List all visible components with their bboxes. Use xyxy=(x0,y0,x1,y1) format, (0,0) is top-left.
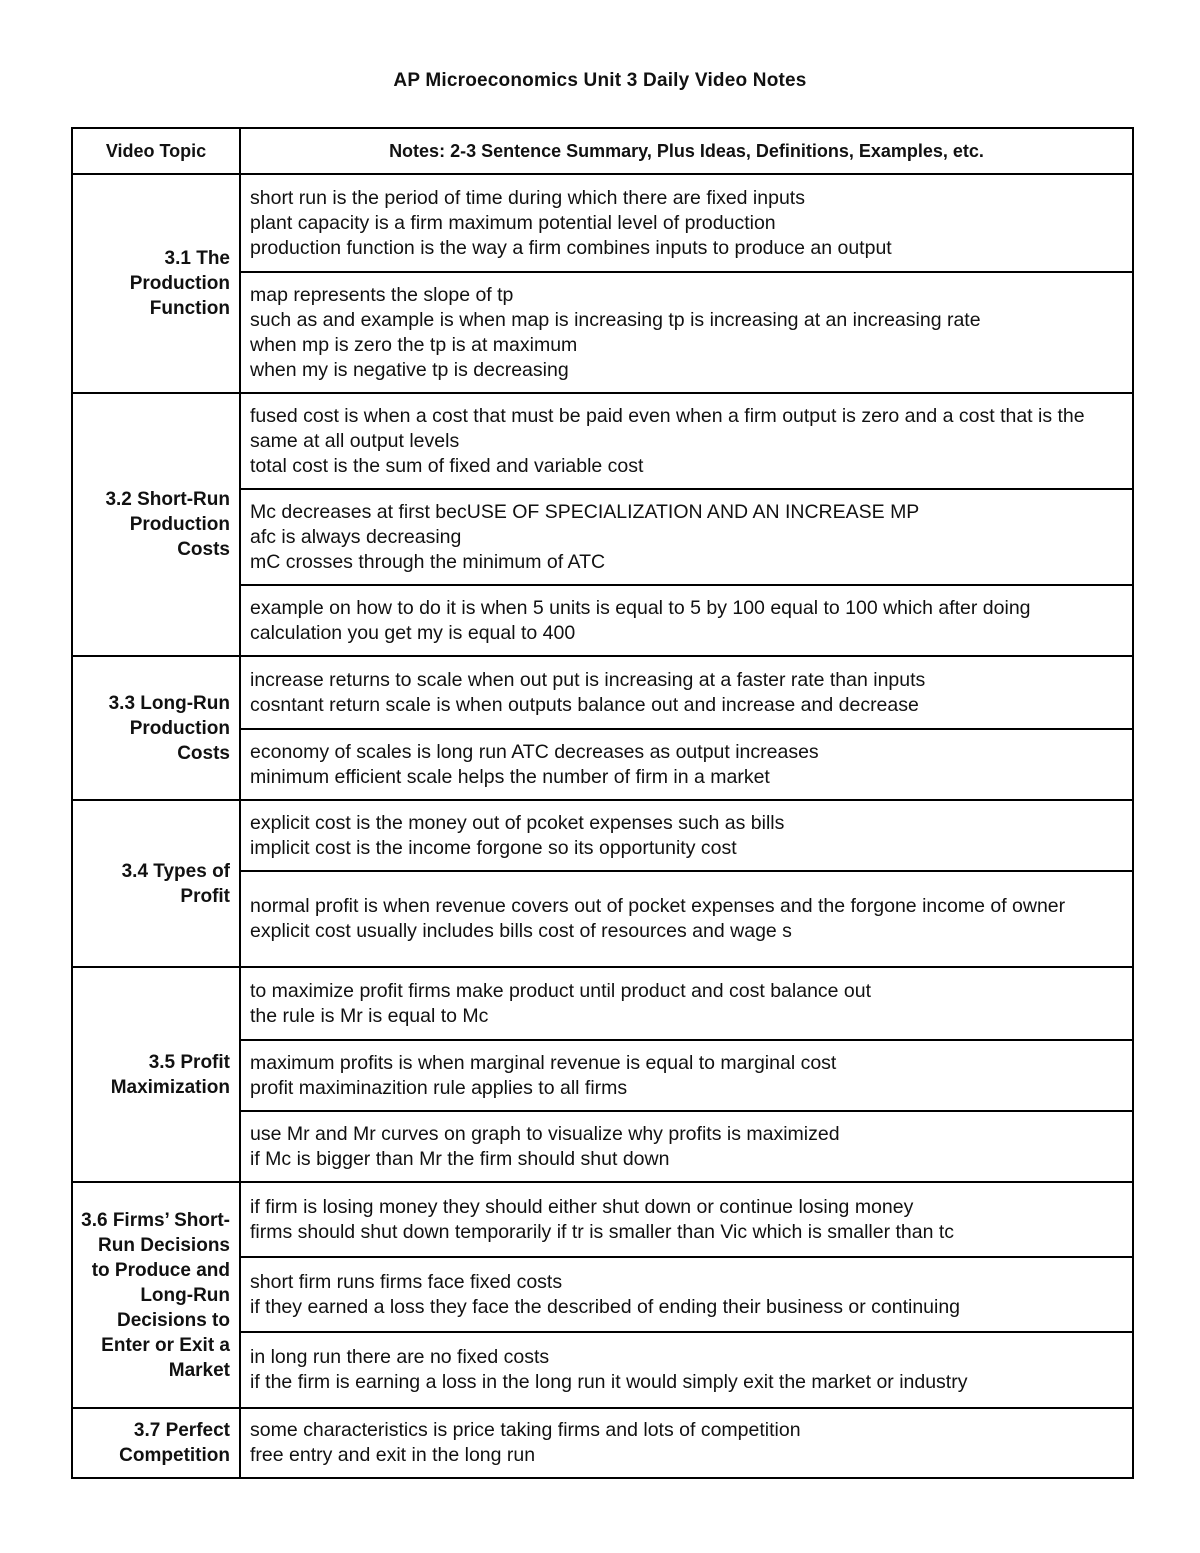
note-line: free entry and exit in the long run xyxy=(250,1444,536,1466)
table-row xyxy=(72,967,1133,1040)
note-line: production function is the way a firm combines inputs to produce an output xyxy=(250,236,892,259)
notes-cell xyxy=(240,729,1133,800)
note-line: profit maximinazition rule applies to all firms xyxy=(250,1076,628,1099)
note-line: if the firm is earning a loss in the long run it would simply exit the market or industry xyxy=(250,1371,968,1393)
note-line: use Mr and Mr curves on graph to visualize why profits is maximized xyxy=(250,1122,840,1145)
note-line: if they earned a loss they face the described of ending their business or continuing xyxy=(250,1295,961,1318)
note-line: in long run there are no fixed costs xyxy=(250,1346,550,1368)
note-line: if firm is losing money they should either shut down or continue losing money xyxy=(250,1195,914,1218)
notes-cell xyxy=(240,272,1133,393)
note-line: normal profit is when revenue covers out of pocket expenses and the forgone income of owner xyxy=(250,895,1066,917)
note-line: when mp is zero the tp is at maximum xyxy=(250,333,578,356)
video-topic-cell: 3.6 Firms’ Short-Run Decisions to Produce and Long-Run Decisions to Enter or Exit a Market xyxy=(72,1182,240,1408)
note-line: short firm runs firms face fixed costs xyxy=(250,1270,563,1293)
note-line: implicit cost is the income forgone so its opportunity cost xyxy=(250,836,737,859)
note-line: short run is the period of time during which there are fixed inputs xyxy=(250,186,805,209)
video-topic-cell: 3.7 Perfect Competition xyxy=(72,1408,240,1478)
table-row xyxy=(72,800,1133,871)
table-row xyxy=(72,174,1133,272)
table-row xyxy=(72,393,1133,489)
notes-cell xyxy=(240,967,1133,1040)
note-line: if Mc is bigger than Mr the firm should shut down xyxy=(250,1147,670,1170)
header-row xyxy=(72,128,1133,174)
note-line: such as and example is when map is increasing tp is increasing at an increasing rate xyxy=(250,308,981,331)
note-line: economy of scales is long run ATC decreases as output increases xyxy=(250,740,819,763)
note-line: increase returns to scale when out put is increasing at a faster rate than inputs xyxy=(250,668,926,691)
notes-cell xyxy=(240,393,1133,489)
notes-cell xyxy=(240,1111,1133,1182)
video-topic-cell: 3.2 Short-Run Production Costs xyxy=(72,393,240,656)
notes-table xyxy=(71,127,1134,1479)
topic-column-header: Video Topic xyxy=(72,128,240,174)
note-line: minimum efficient scale helps the number of firm in a market xyxy=(250,765,770,788)
page-title: AP Microeconomics Unit 3 Daily Video Notes xyxy=(393,70,807,91)
video-topic-cell: 3.5 Profit Maximization xyxy=(72,967,240,1182)
note-line: map represents the slope of tp xyxy=(250,283,514,306)
note-line: fused cost is when a cost that must be paid even when a firm output is zero and a cost that is the same at all output levels xyxy=(250,404,1085,452)
video-topic-cell: 3.1 The Production Function xyxy=(72,174,240,393)
notes-cell xyxy=(240,1257,1133,1332)
video-topic-cell: 3.3 Long-Run Production Costs xyxy=(72,656,240,800)
note-line: total cost is the sum of fixed and variable cost xyxy=(250,454,644,477)
note-line: afc is always decreasing xyxy=(250,525,462,548)
note-line: maximum profits is when marginal revenue is equal to marginal cost xyxy=(250,1051,837,1074)
notes-cell xyxy=(240,656,1133,729)
notes-body xyxy=(72,174,1133,1478)
notes-column-header: Notes: 2-3 Sentence Summary, Plus Ideas, Definitions, Examples, etc. xyxy=(240,128,1133,174)
notes-cell xyxy=(240,1182,1133,1257)
note-line: explicit cost is the money out of pcoket expenses such as bills xyxy=(250,811,785,834)
video-topic-cell: 3.4 Types of Profit xyxy=(72,800,240,967)
note-line: Mc decreases at first becUSE OF SPECIALIZATION AND AN INCREASE MP xyxy=(250,500,920,523)
note-line: example on how to do it is when 5 units is equal to 5 by 100 equal to 100 which after doing calculation you get my is equal to 400 xyxy=(250,596,1031,644)
notes-cell xyxy=(240,871,1133,967)
table-row xyxy=(72,656,1133,729)
note-line: mC crosses through the minimum of ATC xyxy=(250,550,606,573)
notes-cell xyxy=(240,1332,1133,1408)
table-row xyxy=(72,1408,1133,1478)
notes-cell xyxy=(240,800,1133,871)
note-line: to maximize profit firms make product until product and cost balance out xyxy=(250,979,872,1002)
notes-cell xyxy=(240,174,1133,272)
notes-cell xyxy=(240,1040,1133,1111)
table-row xyxy=(72,1182,1133,1257)
note-line: plant capacity is a firm maximum potential level of production xyxy=(250,211,776,234)
note-line: firms should shut down temporarily if tr is smaller than Vic which is smaller than tc xyxy=(250,1220,955,1243)
notes-cell xyxy=(240,489,1133,585)
note-line: cosntant return scale is when outputs balance out and increase and decrease xyxy=(250,693,919,716)
note-line: some characteristics is price taking firms and lots of competition xyxy=(250,1419,801,1441)
notes-cell xyxy=(240,1408,1133,1478)
note-line: when my is negative tp is decreasing xyxy=(250,358,569,381)
notes-cell xyxy=(240,585,1133,656)
note-line: explicit cost usually includes bills cost of resources and wage s xyxy=(250,920,792,942)
note-line: the rule is Mr is equal to Mc xyxy=(250,1004,489,1027)
